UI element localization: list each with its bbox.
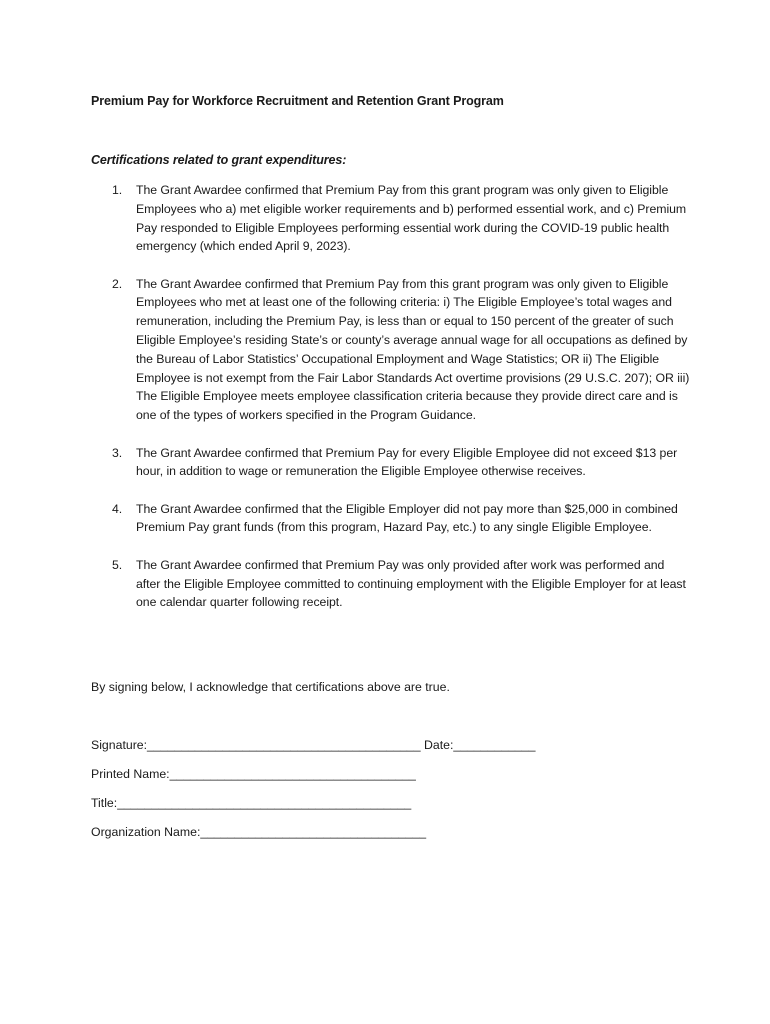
certification-item [91,556,691,612]
certification-item [91,500,691,538]
certification-number: 3. [112,445,123,460]
certification-text: The Grant Awardee confirmed that Premium Pay was only provided after work was performed and after the Eligible Employee committed to continuing employment with the Eligible Employer for at least one calendar quarter following receipt. [136,557,686,610]
organization-name-line: Organization Name:_________________________________ [91,825,427,839]
signature-date-line: Signature:________________________________________ Date:____________ [91,738,536,752]
certification-number: 2. [112,276,123,291]
certification-text: The Grant Awardee confirmed that the Eligible Employer did not pay more than $25,000 in combined Premium Pay grant funds (from this program, Hazard Pay, etc.) to any single Eligible Employee. [136,501,678,535]
certification-text: The Grant Awardee confirmed that Premium Pay for every Eligible Employee did not exceed $13 per hour, in addition to wage or remuneration the Eligible Employee otherwise receives. [136,445,678,479]
certifications-list [91,181,691,631]
certification-number: 5. [112,557,123,572]
certification-text: The Grant Awardee confirmed that Premium Pay from this grant program was only given to Eligible Employees who a) met eligible worker requirements and b) performed essential work, and c) Premium Pay responded to Eligible Employees performing essential work during the COVID-19 public health emergency (which ended April 9, 2023). [136,183,687,254]
certification-item [91,275,691,425]
certification-number: 1. [112,183,123,197]
acknowledgement-statement: By signing below, I acknowledge that certifications above are true. [91,680,450,694]
document-title: Premium Pay for Workforce Recruitment and Retention Grant Program [91,94,504,108]
printed-name-line: Printed Name:____________________________________ [91,767,416,781]
certification-number: 4. [112,501,123,516]
certification-text: The Grant Awardee confirmed that Premium Pay from this grant program was only given to Eligible Employees who met at least one of the following criteria: i) The Eligible Employee’s total wages and remuneration, including the Premium Pay, is less than or equal to 150 percent of the greater of such Eligible Employee’s residing State’s or county’s average annual wage for all occupations as defined by the Bureau of Labor Statistics’ Occupational Employment and Wage Statistics; OR ii) The Eligible Employee is not exempt from the Fair Labor Standards Act overtime provisions (29 U.S.C. 207); OR iii) The Eligible Employee meets employee classification criteria because they provide direct care and is one of the types of workers specified in the Program Guidance. [136,276,690,423]
certification-item [91,181,691,256]
certifications-heading: Certifications related to grant expenditures: [91,153,347,167]
title-line: Title:___________________________________________ [91,796,412,810]
certification-item [91,444,691,482]
